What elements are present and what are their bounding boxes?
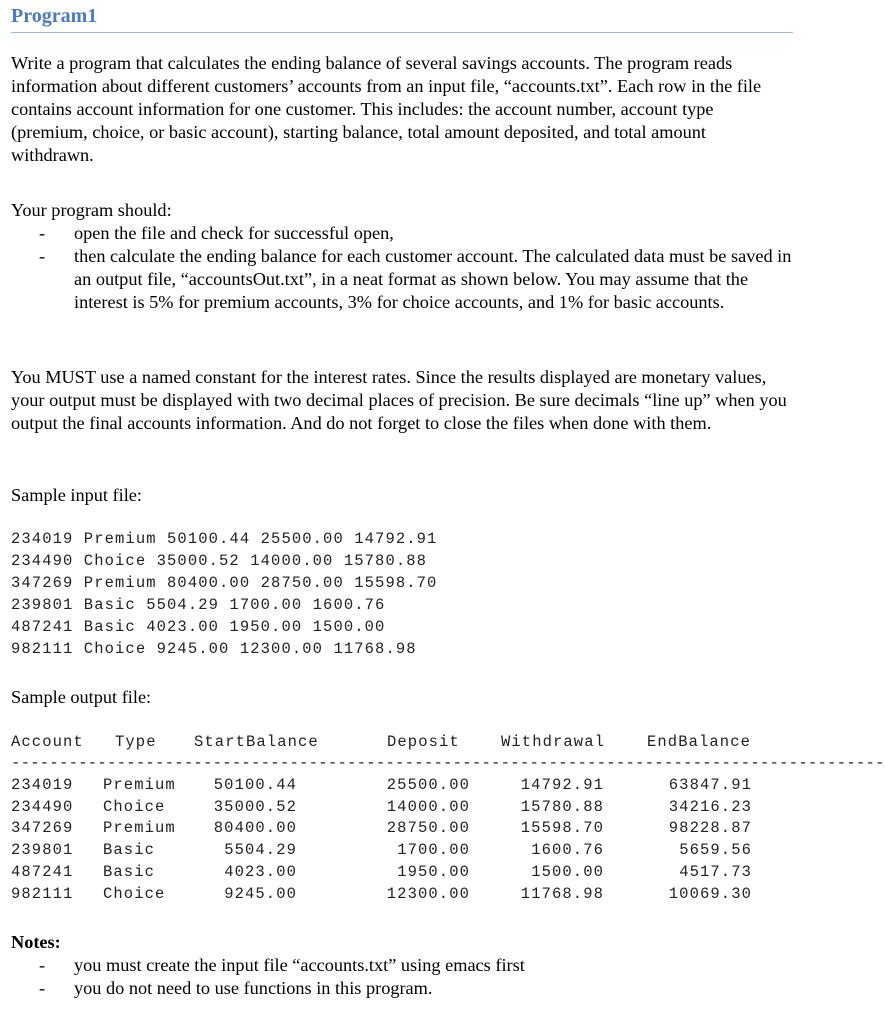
cell-withdrawal: 1500.00 <box>531 862 604 881</box>
cell-endbalance: 4517.73 <box>679 862 752 881</box>
sample-input-label: Sample input file: <box>11 485 142 505</box>
cell-type: Choice <box>103 797 166 816</box>
cell-startbalance: 9245.00 <box>224 884 297 903</box>
cell-withdrawal: 14792.91 <box>520 776 604 794</box>
header-withdrawal: Withdrawal <box>501 733 606 751</box>
cell-deposit: 25500.00 <box>386 776 470 794</box>
title-underline <box>11 32 793 33</box>
cell-startbalance: 4023.00 <box>224 862 297 881</box>
cell-type: Premium <box>103 776 176 794</box>
page-title: Program1 <box>11 5 98 27</box>
header-startbalance: StartBalance <box>194 733 319 751</box>
header-account: Account <box>11 733 84 751</box>
notes-item <box>11 977 793 1000</box>
notes-item-text: you must create the input file “accounts.txt” using emacs first <box>74 955 525 975</box>
output-row <box>11 796 771 818</box>
cell-type: Premium <box>103 819 176 838</box>
output-header-row <box>11 731 752 753</box>
should-label: Your program should: <box>11 200 172 220</box>
should-list <box>11 222 793 314</box>
intro-paragraph: Write a program that calculates the ending balance of several savings accounts. The program reads information about different customers’ accounts from an input file, “accounts.txt”. Each row in the file contains account information for one customer. This includes: the account number, account type (premium, choice, or basic account), starting balance, total amount deposited, and total amount withdrawn. <box>11 53 762 165</box>
input-line: 234019 Premium 50100.44 25500.00 14792.91 <box>11 530 438 548</box>
cell-startbalance: 50100.44 <box>213 776 297 794</box>
cell-startbalance: 5504.29 <box>224 841 297 860</box>
should-item-text: open the file and check for successful open, <box>74 223 394 243</box>
bullet-dash: - <box>39 978 46 998</box>
cell-withdrawal: 11768.98 <box>520 884 604 903</box>
cell-type: Basic <box>103 841 156 860</box>
cell-deposit: 1700.00 <box>397 841 470 860</box>
cell-endbalance: 34216.23 <box>668 797 752 816</box>
output-row <box>11 817 771 839</box>
should-item <box>11 222 793 245</box>
sample-input-block <box>11 528 437 660</box>
bullet-dash: - <box>39 246 46 266</box>
cell-deposit: 12300.00 <box>386 884 470 903</box>
output-row <box>11 861 771 883</box>
cell-withdrawal: 15598.70 <box>520 819 604 838</box>
should-item-text: then calculate the ending balance for each customer account. The calculated data must be saved in an output file, “accountsOut.txt”, in a neat format as shown below. You may assume that the interest is 5% for premium accounts, 3% for choice accounts, and 1% for basic accounts. <box>74 246 792 312</box>
should-item <box>11 245 793 314</box>
cell-account: 239801 <box>11 841 74 860</box>
input-line: 487241 Basic 4023.00 1950.00 1500.00 <box>11 618 386 636</box>
input-line: 982111 Choice 9245.00 12300.00 11768.98 <box>11 640 417 658</box>
cell-deposit: 14000.00 <box>386 797 470 816</box>
cell-account: 234490 <box>11 797 74 816</box>
sample-output-label: Sample output file: <box>11 687 152 707</box>
cell-deposit: 28750.00 <box>386 819 470 838</box>
notes-item <box>11 954 793 977</box>
cell-account: 982111 <box>11 884 74 903</box>
cell-startbalance: 80400.00 <box>213 819 297 838</box>
output-row <box>11 774 771 796</box>
cell-endbalance: 98228.87 <box>668 819 752 838</box>
cell-startbalance: 35000.52 <box>213 797 297 816</box>
cell-endbalance: 10069.30 <box>668 884 752 903</box>
notes-list <box>11 954 793 1000</box>
notes-label: Notes: <box>11 932 61 952</box>
cell-type: Basic <box>103 862 156 881</box>
input-line: 239801 Basic 5504.29 1700.00 1600.76 <box>11 596 386 614</box>
cell-account: 234019 <box>11 776 74 794</box>
cell-withdrawal: 15780.88 <box>520 797 604 816</box>
cell-withdrawal: 1600.76 <box>531 841 604 860</box>
output-divider: ------------------------------------------------------------------------------------------- <box>11 754 885 772</box>
must-paragraph: You MUST use a named constant for the interest rates. Since the results displayed are monetary values, your output must be displayed with two decimal places of precision. Be sure decimals “line up” when you output the final accounts information. And do not forget to close the files when done with them. <box>11 367 787 433</box>
input-line: 234490 Choice 35000.52 14000.00 15780.88 <box>11 552 428 570</box>
output-row <box>11 883 771 905</box>
cell-account: 487241 <box>11 862 74 881</box>
output-row <box>11 839 771 861</box>
header-endbalance: EndBalance <box>647 733 752 751</box>
header-deposit: Deposit <box>387 733 460 751</box>
cell-endbalance: 63847.91 <box>668 776 752 794</box>
input-line: 347269 Premium 80400.00 28750.00 15598.70 <box>11 574 438 592</box>
bullet-dash: - <box>39 955 46 975</box>
cell-account: 347269 <box>11 819 74 838</box>
cell-endbalance: 5659.56 <box>679 841 752 860</box>
notes-item-text: you do not need to use functions in this program. <box>74 978 433 998</box>
cell-deposit: 1950.00 <box>397 862 470 881</box>
bullet-dash: - <box>39 223 46 243</box>
header-type: Type <box>115 733 157 751</box>
cell-type: Choice <box>103 884 166 903</box>
